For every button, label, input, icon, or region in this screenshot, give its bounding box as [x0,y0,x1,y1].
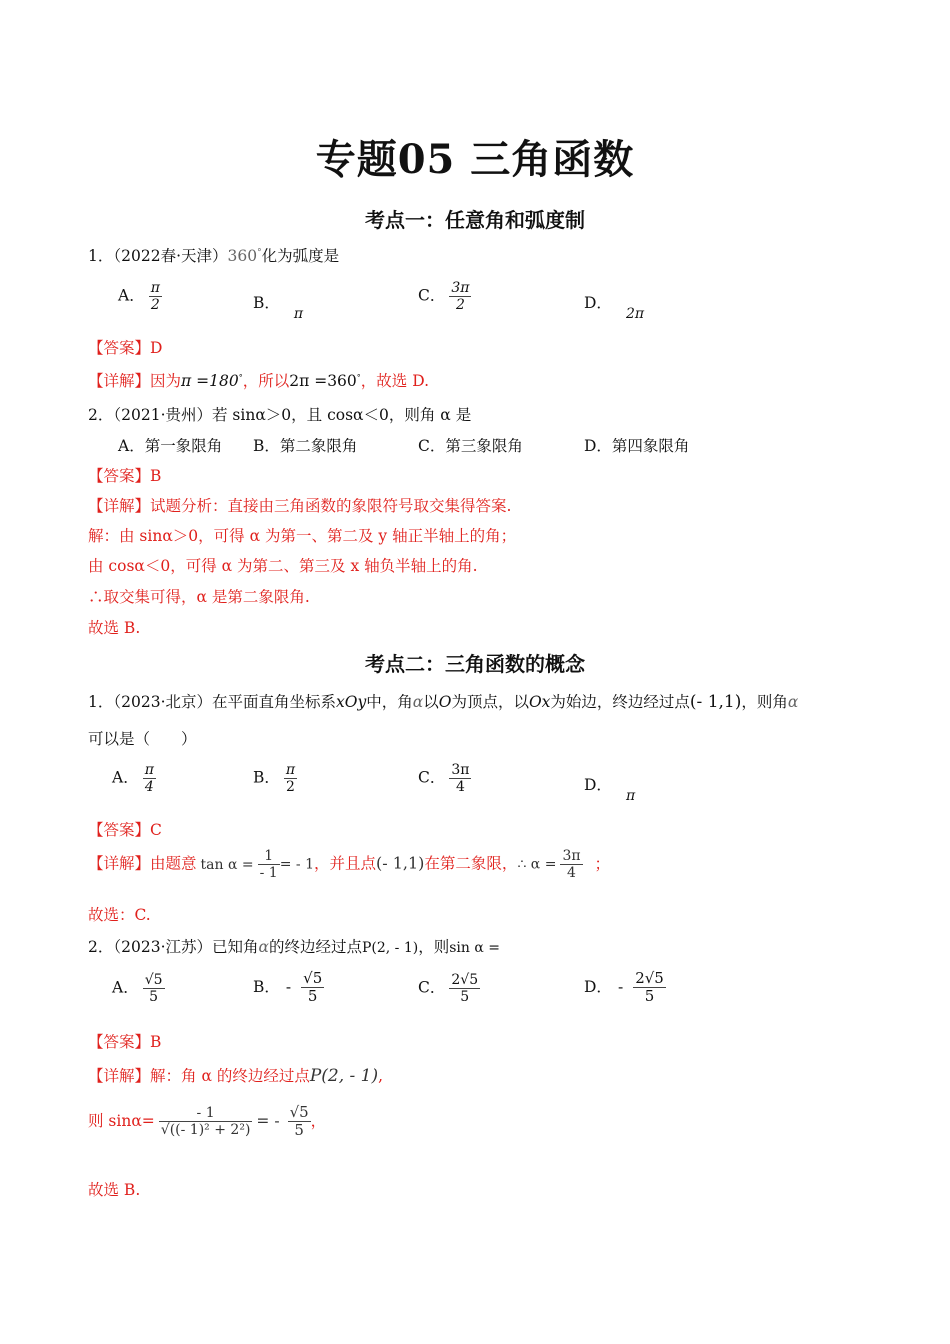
section-heading-1: 考点一：任意角和弧度制 [365,208,585,232]
option-d: D．第四象限角 [584,437,690,455]
detail-label: 【详解】 [88,854,151,873]
degree-sign: ° [257,247,262,258]
option-label: C． [418,978,446,997]
page-title: 专题05 三角函数 [315,136,635,183]
coordinate-system: xOy [336,693,367,711]
option-a [118,280,162,313]
fraction: $\frac{3\pi}{4}$ [562,848,581,882]
alpha-symbol: α [258,938,269,956]
detail-text: 则 sinα= [88,1111,155,1130]
point: P(2, - 1) [309,1066,379,1086]
option-value: 2π [625,306,645,322]
option-label: A． [112,978,139,997]
question-number: 2． [88,938,114,956]
option-label: A． [118,286,145,305]
equation: tan α = [200,856,254,873]
fraction: $\frac{- 1}{\text{√((- 1)² + 2²)}}$ [160,1105,251,1139]
fraction: $\frac{2√5}{5}$ [451,972,479,1006]
degree-sign: ° [238,372,243,382]
point: (- 1,1) [689,692,742,712]
option-label: C． [418,286,446,305]
fraction: $\frac{\pi}{4}$ [144,762,154,796]
equation: = - [256,1111,280,1130]
option-label: D． [584,776,612,794]
detail-text: ，并且点 [313,854,376,873]
equation: = - 1 [279,856,314,873]
option-a [112,762,156,795]
detail-text: ，所以 [242,372,290,390]
question-number: 2． [88,406,114,424]
minus-sign: - [617,977,624,996]
question-number: 1． [88,693,114,711]
fraction: $\frac{3\pi}{2}$ [451,280,470,314]
minus-sign: - [285,977,292,996]
answer-1-2: 【答案】B [88,467,162,485]
fraction: $\frac{\pi}{2}$ [285,762,296,796]
equation: 2π =360 [289,372,357,390]
option-d [584,291,645,322]
detail-text: 在第二象限， [424,854,518,873]
option-value: π [293,306,304,322]
conclusion: 故选 B. [88,619,141,637]
detail-label: 【详解】 [88,372,151,390]
question-text: （2023·北京）在平面直角坐标系 [113,693,336,711]
question-1-2 [88,403,471,425]
option-label: B． [253,768,280,787]
fraction: $\frac{2√5}{5}$ [635,969,664,1006]
detail-2-1 [88,848,610,881]
question-text: 为顶点，以 [451,693,529,711]
fraction: $\frac{√5}{5}$ [289,1103,309,1140]
detail-text: 由题意 [150,854,197,873]
option-label: B． [253,294,280,312]
question-source: （2022春·天津） [113,247,228,265]
question-text: ，则 [418,938,450,956]
detail-text: 解：角 α 的终边经过点 [150,1067,310,1085]
fraction: $\frac{√5}{5}$ [144,972,163,1006]
detail-text: ， [310,1111,327,1130]
question-tail: 化为弧度是 [261,247,340,265]
fraction: $\frac{1}{- 1}$ [259,848,278,882]
question-text: 以 [423,693,439,711]
option-c [418,280,471,313]
point: P(2, - 1) [361,940,419,956]
solution-line: ∴取交集可得，α 是第二象限角. [88,588,310,606]
option-b [253,762,297,795]
option-b [253,291,304,322]
detail-text: , [378,1067,384,1085]
question-text: 的终边经过点 [268,938,362,956]
origin-symbol: O [438,693,452,711]
option-label: A． [112,768,139,787]
degree-sign: ° [356,372,361,382]
fraction: $\frac{\pi}{2}$ [150,280,160,314]
detail-1-1 [88,369,429,391]
answer-2-2: 【答案】B [88,1033,162,1051]
question-number: 1． [88,247,114,265]
question-text: 为始边，终边经过点 [550,693,690,711]
alpha-symbol: α [787,693,799,711]
fraction: $\frac{3\pi}{4}$ [451,762,470,796]
option-b: B．第二象限角 [253,437,358,455]
question-text: （2023·江苏）已知角 [113,938,259,956]
option-label: D． [584,294,612,312]
option-c [418,972,480,1005]
question-1-1 [88,244,339,266]
detail-2-2 [88,1064,383,1086]
question-2-1 [88,690,798,712]
detail-text: ； [594,854,611,873]
option-a [112,972,165,1005]
equation: sin α = [449,940,501,956]
option-d [584,970,666,1006]
option-value: π [625,788,636,804]
question-continuation: 可以是（ ） [88,730,197,748]
degree-value: 360 [227,247,258,265]
equation: ∴ α = [517,856,557,873]
conclusion: 故选 B. [88,1181,141,1199]
detail-text: 因为 [150,372,182,390]
point: (- 1,1) [376,853,425,873]
solution-line: 解：由 sinα＞0，可得 α 为第一、第二及 y 轴正半轴上的角； [88,527,517,545]
option-label: B． [253,977,280,996]
equation: π =180 [181,372,239,390]
option-label: D． [584,977,612,996]
alpha-symbol: α [412,693,424,711]
solution-equation [88,1104,326,1140]
option-c [418,762,471,795]
question-text: （2021·贵州）若 sinα＞0，且 cosα＜0，则角 α 是 [113,406,472,424]
conclusion: 故选：C. [88,906,151,924]
option-b [253,970,324,1006]
question-text: 中，角 [366,693,413,711]
solution-line: 由 cosα＜0，可得 α 为第二、第三及 x 轴负半轴上的角. [88,557,478,575]
option-d [584,773,636,804]
answer-1-1: 【答案】D [88,339,163,357]
question-text: ，则角 [741,693,788,711]
detail-1-2: 【详解】试题分析：直接由三角函数的象限符号取交集得答案. [88,497,512,515]
question-2-2 [88,935,500,957]
answer-2-1: 【答案】C [88,821,162,839]
option-c: C．第三象限角 [418,437,523,455]
axis-symbol: Ox [528,693,551,711]
detail-text: ，故选 D. [360,372,430,390]
option-a: A．第一象限角 [118,437,223,455]
detail-label: 【详解】 [88,1067,151,1085]
option-label: C． [418,768,446,787]
fraction: $\frac{√5}{5}$ [303,969,323,1006]
section-heading-2: 考点二：三角函数的概念 [365,652,585,676]
